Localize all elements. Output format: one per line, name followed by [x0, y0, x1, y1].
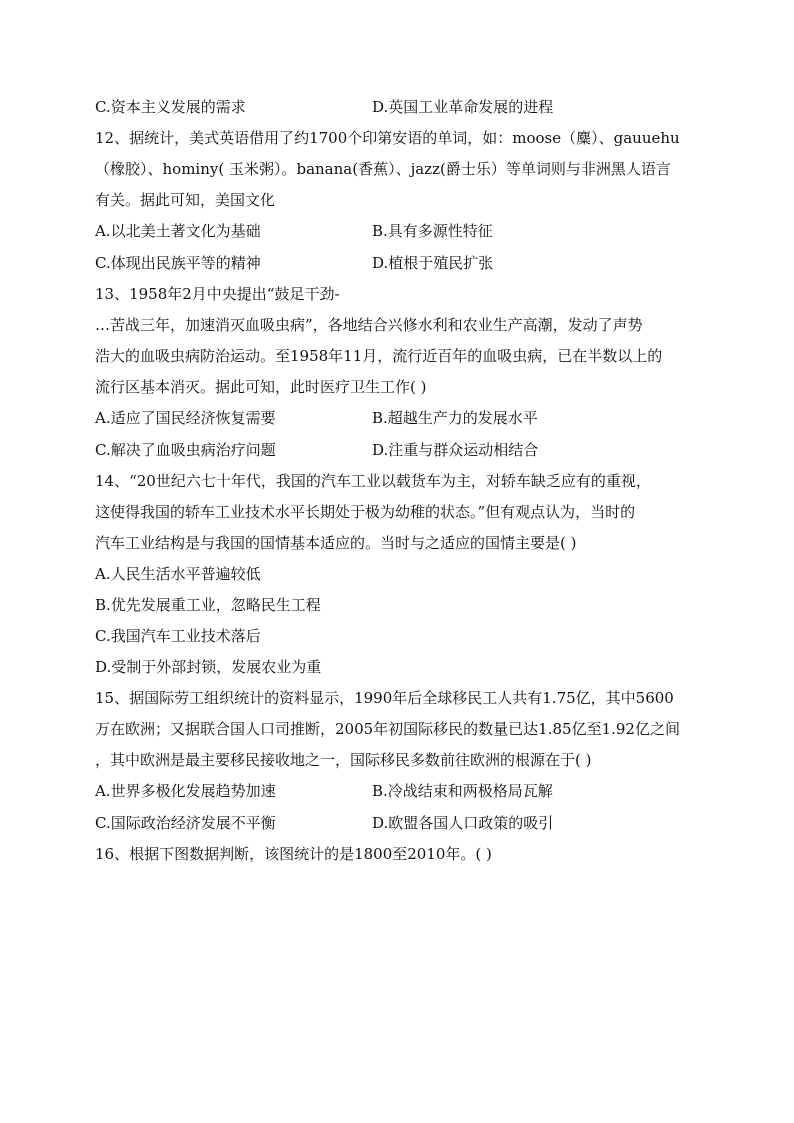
- q14-option-d: D.受制于外部封锁，发展农业为重: [95, 658, 322, 676]
- q12-stem-line-2: （橡胶）、hominy( 玉米粥）。banana(香蕉）、jazz(爵士乐）等单词则与非洲黑人语言: [95, 160, 671, 178]
- q14-option-c: C.我国汽车工业技术落后: [95, 627, 261, 645]
- q15-stem-line-3: ，其中欧洲是最主要移民接收地之一，国际移民多数前往欧洲的根源在于( ): [95, 751, 592, 769]
- q12-option-b: B.具有多源性特征: [372, 222, 493, 240]
- q15-option-b: B.冷战结束和两极格局瓦解: [372, 782, 553, 800]
- q15-stem-line-2: 万在欧洲；又据联合国人口司推断，2005年初国际移民的数量已达1.85亿至1.92亿之间: [95, 720, 680, 738]
- q16-stem-line-1: 16、根据下图数据判断，该图统计的是1800至2010年。( ): [95, 845, 492, 863]
- q14-option-b: B.优先发展重工业，忽略民生工程: [95, 596, 321, 614]
- q13-stem-line-4: 流行区基本消灭。据此可知，此时医疗卫生工作( ): [95, 378, 427, 396]
- q13-stem-line-2: …苦战三年，加速消灭血吸虫病”，各地结合兴修水利和农业生产高潮，发动了声势: [95, 316, 643, 334]
- q11-option-c: C.资本主义发展的需求: [95, 98, 246, 116]
- q12-stem-line-3: 有关。据此可知，美国文化: [95, 191, 276, 209]
- q14-stem-line-2: 这使得我国的轿车工业技术水平长期处于极为幼稚的状态。”但有观点认为，当时的: [95, 503, 636, 521]
- q15-option-d: D.欧盟各国人口政策的吸引: [372, 814, 554, 832]
- q13-option-d: D.注重与群众运动相结合: [372, 441, 539, 459]
- q15-option-a: A.世界多极化发展趋势加速: [95, 782, 276, 800]
- q13-option-a: A.适应了国民经济恢复需要: [95, 409, 276, 427]
- q14-stem-line-3: 汽车工业结构是与我国的国情基本适应的。当时与之适应的国情主要是( ): [95, 534, 577, 552]
- q11-option-d: D.英国工业革命发展的进程: [372, 98, 554, 116]
- q13-option-c: C.解决了血吸虫病治疗问题: [95, 441, 276, 459]
- q12-option-d: D.植根于殖民扩张: [372, 254, 494, 272]
- q14-option-a: A.人民生活水平普遍较低: [95, 565, 261, 583]
- q13-stem-line-1: 13、1958年2月中央提出“鼓足干劲-: [95, 285, 340, 303]
- q14-stem-line-1: 14、“20世纪六七十年代，我国的汽车工业以载货车为主，对轿车缺乏应有的重视，: [95, 472, 651, 490]
- q12-option-c: C.体现出民族平等的精神: [95, 254, 261, 272]
- q13-stem-line-3: 浩大的血吸虫病防治运动。至1958年11月，流行近百年的血吸虫病，已在半数以上的: [95, 347, 663, 365]
- q12-option-a: A.以北美土著文化为基础: [95, 222, 261, 240]
- q15-stem-line-1: 15、据国际劳工组织统计的资料显示，1990年后全球移民工人共有1.75亿，其中5600: [95, 689, 674, 707]
- q15-option-c: C.国际政治经济发展不平衡: [95, 814, 276, 832]
- q12-stem-line-1: 12、据统计，美式英语借用了约1700个印第安语的单词，如：moose（麋）、gauuehu: [95, 129, 680, 147]
- q13-option-b: B.超越生产力的发展水平: [372, 409, 538, 427]
